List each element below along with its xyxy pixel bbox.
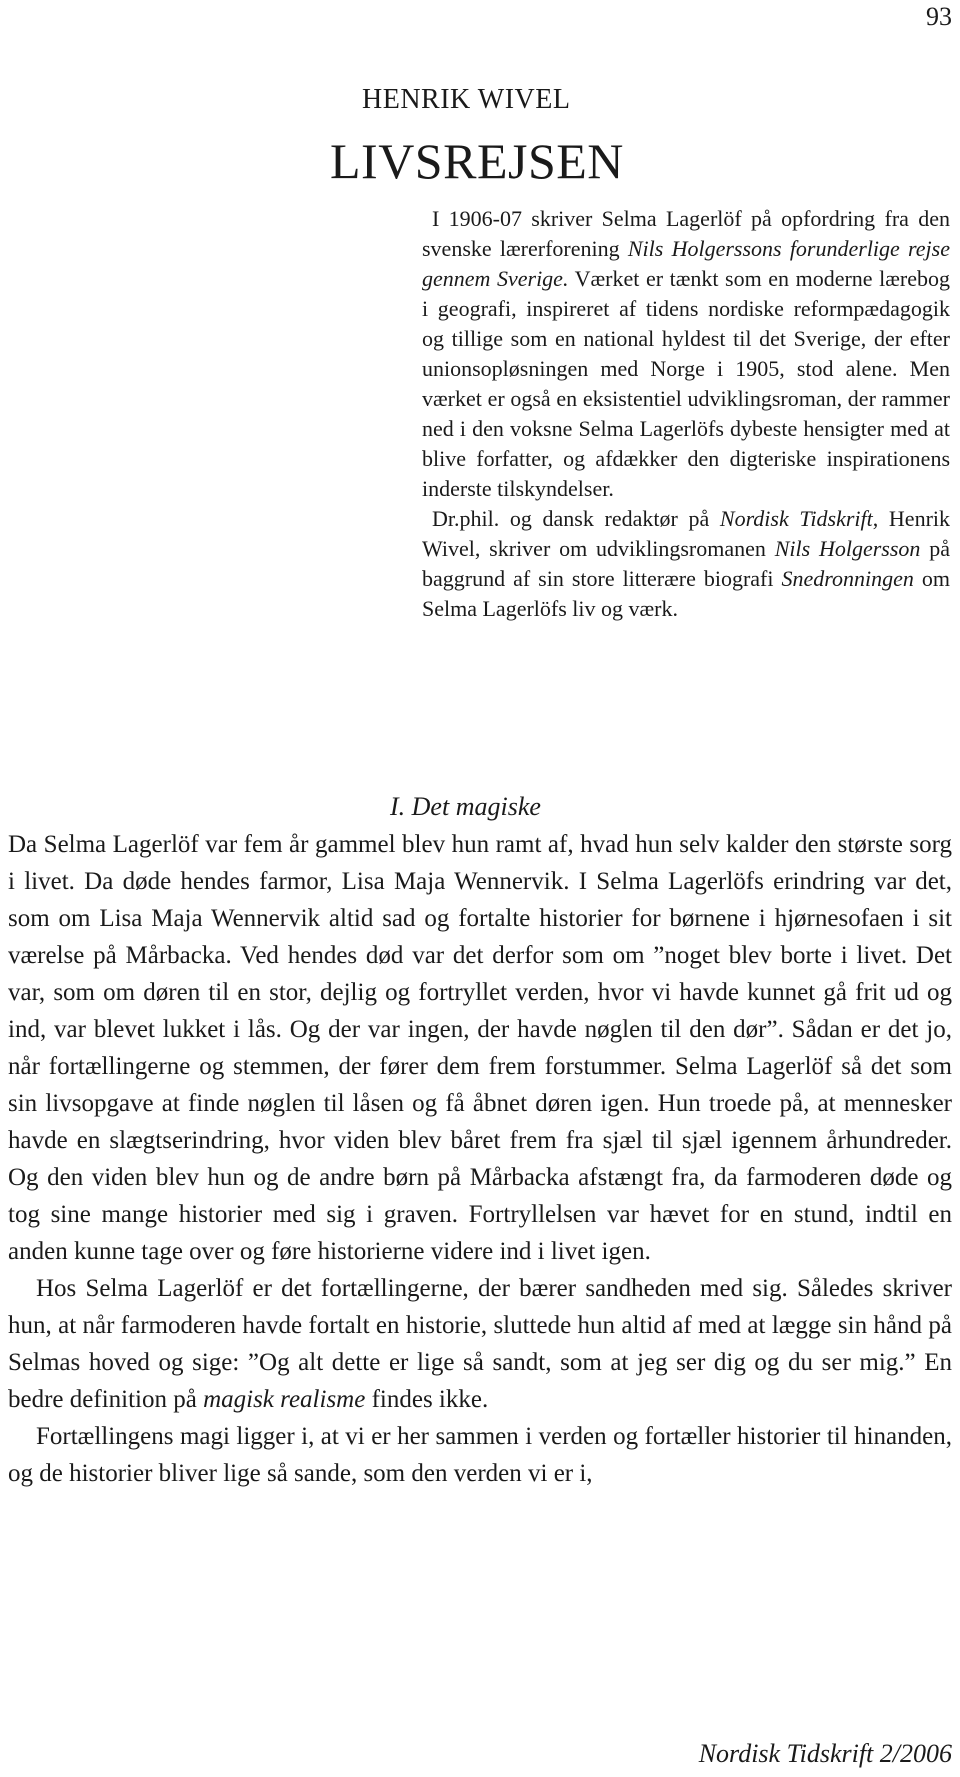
body-text — [8, 826, 952, 1492]
body-paragraph: Hos Selma Lagerlöf er det fortællingerne, der bærer sandheden med sig. Således skriver hun, at når farmoderen havde fortalt en historie, sluttede hun altid af med at lægge sin hånd på Selmas hoved og sige: ”Og alt dette er lige så sandt, som at jeg ser dig og du ser mig.” En bedre definition på magisk realisme findes ikke. — [8, 1275, 952, 1413]
abstract-paragraph: I 1906-07 skriver Selma Lagerlöf på opfordring fra den svenske lærerforening Nils Holgerssons forunderlige rejse gennem Sverige. Værket er tænkt som en moderne lærebog i geografi, inspireret af tidens nordiske reformpædagogik og tillige som en national hyldest til det Sverige, der efter unionsopløsningen med Norge i 1905, stod alene. Men værket er også en eksistentiel udviklingsroman, der rammer ned i den voksne Selma Lagerlöfs dybeste hensigter med at blive forfatter, og afdækker den digteriske inspirationens inderste tilskyndelser. — [422, 206, 951, 501]
page-number: 93 — [926, 2, 952, 31]
body-paragraph: Da Selma Lagerlöf var fem år gammel blev hun ramt af, hvad hun selv kalder den største sorg i livet. Da døde hendes farmor, Lisa Maja Wennervik. I Selma Lagerlöfs erindring var det, som om Lisa Maja Wennervik altid sad og fortalte historier for børnene i hjørnesofaen i sit værelse på Mårbacka. Ved hendes død var det derfor som om ”noget blev borte i livet. Det var, som om døren til en stor, dejlig og fortryllet verden, hvor vi havde kunnet gå frit ud og ind, var blevet lukket i lås. Og der var ingen, der havde nøglen til den dør”. Sådan er det jo, når fortællingerne og stemmen, der fører dem frem forstummer. Selma Lagerlöf så det som sin livsopgave at finde nøglen til låsen og få åbnet døren igen. Hun troede på, at mennesker havde en slægtserindring, hvor viden blev båret frem fra sjæl til sjæl igennem århundreder. Og den viden blev hun og de andre børn på Mårbacka afstængt fra, da farmoderen døde og tog sine mange historier med sig i graven. Fortryllelsen var hævet for en stund, indtil en anden kunne tage over og føre historierne videre ind i livet igen. — [8, 831, 952, 1265]
body-paragraph: Fortællingens magi ligger i, at vi er her sammen i verden og fortæller historier til hinanden, og de historier bliver lige så sande, som den verden vi er i, — [8, 1423, 952, 1487]
author-name: HENRIK WIVEL — [362, 84, 571, 115]
italic-text: magisk realisme — [203, 1386, 366, 1413]
section-heading: I. Det magiske — [390, 792, 541, 821]
abstract-paragraph: Dr.phil. og dansk redaktør på Nordisk Tidskrift, Henrik Wivel, skriver om udviklingsromanen Nils Holgersson på baggrund af sin store litterære biografi Snedronningen om Selma Lagerlöfs liv og værk. — [422, 506, 951, 621]
article-title: LIVSREJSEN — [330, 133, 624, 189]
abstract — [422, 204, 950, 624]
journal-footer: Nordisk Tidskrift 2/2006 — [698, 1739, 952, 1768]
italic-text: Snedronningen — [781, 566, 914, 591]
italic-text: Nils Holgersson — [774, 536, 921, 561]
italic-text: Nils Holgerssons forunderlige rejse gennem Sverige. — [422, 236, 950, 291]
italic-text: Nordisk Tidskrift — [719, 506, 873, 531]
